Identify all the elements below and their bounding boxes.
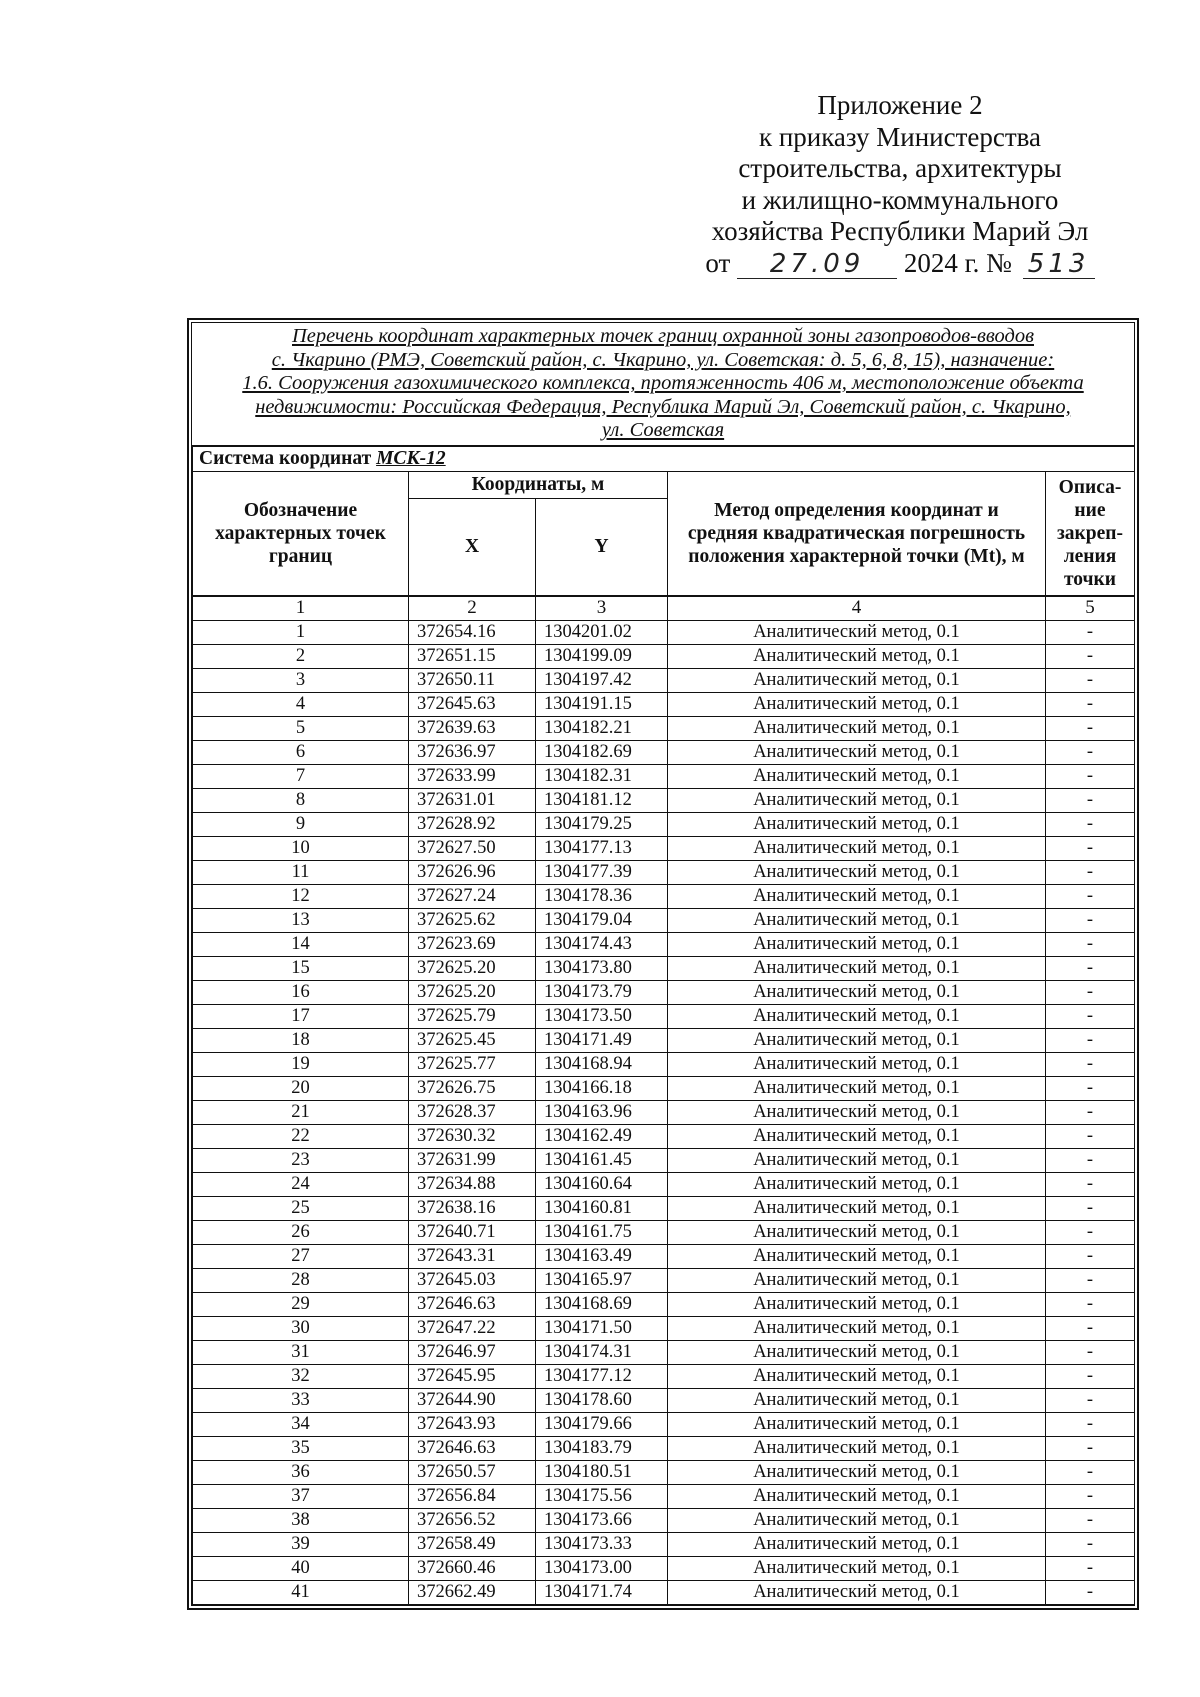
table-row [193,1364,1135,1388]
table-row [193,692,1135,716]
method-cell: Аналитический метод, 0.1 [668,668,1046,692]
table-body [193,620,1135,1604]
method-cell: Аналитический метод, 0.1 [668,1124,1046,1148]
method-cell: Аналитический метод, 0.1 [668,1100,1046,1124]
col-number: 2 [409,596,536,621]
x-cell: 372650.57 [409,1460,536,1484]
y-cell: 1304171.74 [536,1580,668,1604]
method-cell: Аналитический метод, 0.1 [668,812,1046,836]
y-cell: 1304178.36 [536,884,668,908]
y-cell: 1304178.60 [536,1388,668,1412]
title-line: недвижимости: Российская Федерация, Республика Марий Эл, Советский район, с. Чкарино, [255,395,1071,418]
point-number-cell: 11 [193,860,409,884]
table-row [193,860,1135,884]
point-number-cell: 2 [193,644,409,668]
title-line: с. Чкарино (РМЭ, Советский район, с. Чкарино, ул. Советская: д. 5, 6, 8, 15), назначение: [271,348,1055,371]
table-row [193,740,1135,764]
y-cell: 1304177.12 [536,1364,668,1388]
y-cell: 1304177.13 [536,836,668,860]
point-number-cell: 21 [193,1100,409,1124]
desc-cell: - [1046,1220,1135,1244]
point-number-cell: 15 [193,956,409,980]
y-cell: 1304168.69 [536,1292,668,1316]
table-row [193,1004,1135,1028]
col-number: 3 [536,596,668,621]
y-cell: 1304197.42 [536,668,668,692]
table-row [193,1244,1135,1268]
desc-cell: - [1046,1052,1135,1076]
y-cell: 1304161.45 [536,1148,668,1172]
table-row [193,908,1135,932]
x-cell: 372631.99 [409,1148,536,1172]
col-number: 5 [1046,596,1135,621]
x-cell: 372628.92 [409,812,536,836]
method-cell: Аналитический метод, 0.1 [668,1292,1046,1316]
table-row [193,668,1135,692]
desc-cell: - [1046,1532,1135,1556]
point-number-cell: 38 [193,1508,409,1532]
table-row [193,1220,1135,1244]
x-cell: 372634.88 [409,1172,536,1196]
desc-cell: - [1046,1124,1135,1148]
table-row [193,884,1135,908]
x-cell: 372626.96 [409,860,536,884]
table-row [193,932,1135,956]
point-number-cell: 28 [193,1268,409,1292]
date-prefix: от [705,247,731,278]
point-number-cell: 14 [193,932,409,956]
point-number-cell: 36 [193,1460,409,1484]
table-row [193,620,1135,644]
table-row [193,716,1135,740]
col-header-y: Y [536,498,668,596]
table-row [193,1292,1135,1316]
desc-cell: - [1046,1412,1135,1436]
desc-cell: - [1046,1364,1135,1388]
y-cell: 1304161.75 [536,1220,668,1244]
method-cell: Аналитический метод, 0.1 [668,1172,1046,1196]
table-row [193,1388,1135,1412]
desc-cell: - [1046,956,1135,980]
method-cell: Аналитический метод, 0.1 [668,1148,1046,1172]
table-row [193,1580,1135,1604]
method-cell: Аналитический метод, 0.1 [668,980,1046,1004]
col-header-x: X [409,498,536,596]
method-cell: Аналитический метод, 0.1 [668,1004,1046,1028]
point-number-cell: 4 [193,692,409,716]
desc-cell: - [1046,1148,1135,1172]
table-row [193,1556,1135,1580]
handwritten-number: 513 [1023,250,1095,279]
y-cell: 1304160.64 [536,1172,668,1196]
point-number-cell: 41 [193,1580,409,1604]
y-cell: 1304175.56 [536,1484,668,1508]
table-row [193,1100,1135,1124]
desc-cell: - [1046,1076,1135,1100]
desc-cell: - [1046,1004,1135,1028]
desc-cell: - [1046,1484,1135,1508]
desc-cell: - [1046,668,1135,692]
y-cell: 1304199.09 [536,644,668,668]
y-cell: 1304179.66 [536,1412,668,1436]
desc-cell: - [1046,1436,1135,1460]
x-cell: 372651.15 [409,644,536,668]
desc-cell: - [1046,644,1135,668]
coordinates-table [192,446,1135,1605]
method-cell: Аналитический метод, 0.1 [668,620,1046,644]
desc-cell: - [1046,1172,1135,1196]
table-row [193,1268,1135,1292]
y-cell: 1304179.25 [536,812,668,836]
y-cell: 1304191.15 [536,692,668,716]
y-cell: 1304171.49 [536,1028,668,1052]
x-cell: 372627.24 [409,884,536,908]
desc-cell: - [1046,788,1135,812]
method-cell: Аналитический метод, 0.1 [668,1556,1046,1580]
handwritten-date: 27.09 [737,250,897,279]
desc-cell: - [1046,1580,1135,1604]
order-date-line [660,248,1140,280]
table-row [193,1052,1135,1076]
method-cell: Аналитический метод, 0.1 [668,1268,1046,1292]
x-cell: 372628.37 [409,1100,536,1124]
table-row [193,1508,1135,1532]
table-row [193,1532,1135,1556]
table-row [193,788,1135,812]
ministry-line-2: и жилищно-коммунального [741,184,1059,215]
x-cell: 372643.93 [409,1412,536,1436]
y-cell: 1304163.49 [536,1244,668,1268]
col-header-coords: Координаты, м [409,471,668,498]
table-row [193,1076,1135,1100]
method-cell: Аналитический метод, 0.1 [668,1052,1046,1076]
table-row [193,836,1135,860]
desc-cell: - [1046,1388,1135,1412]
x-cell: 372658.49 [409,1532,536,1556]
y-cell: 1304168.94 [536,1052,668,1076]
x-cell: 372645.95 [409,1364,536,1388]
y-cell: 1304181.12 [536,788,668,812]
method-cell: Аналитический метод, 0.1 [668,1076,1046,1100]
x-cell: 372640.71 [409,1220,536,1244]
x-cell: 372660.46 [409,1556,536,1580]
method-cell: Аналитический метод, 0.1 [668,908,1046,932]
title-line: Перечень координат характерных точек границ охранной зоны газопроводов-вводов [292,325,1034,347]
point-number-cell: 13 [193,908,409,932]
desc-cell: - [1046,980,1135,1004]
x-cell: 372646.63 [409,1436,536,1460]
method-cell: Аналитический метод, 0.1 [668,1196,1046,1220]
table-row [193,1148,1135,1172]
point-number-cell: 6 [193,740,409,764]
x-cell: 372626.75 [409,1076,536,1100]
table-row [193,1436,1135,1460]
method-cell: Аналитический метод, 0.1 [668,1436,1046,1460]
method-cell: Аналитический метод, 0.1 [668,860,1046,884]
x-cell: 372625.62 [409,908,536,932]
table-row [193,764,1135,788]
table-row [193,956,1135,980]
y-cell: 1304182.69 [536,740,668,764]
x-cell: 372662.49 [409,1580,536,1604]
desc-cell: - [1046,1508,1135,1532]
desc-cell: - [1046,932,1135,956]
table-row [193,1316,1135,1340]
desc-cell: - [1046,620,1135,644]
point-number-cell: 30 [193,1316,409,1340]
y-cell: 1304173.33 [536,1532,668,1556]
x-cell: 372627.50 [409,836,536,860]
x-cell: 372625.20 [409,956,536,980]
x-cell: 372646.63 [409,1292,536,1316]
method-cell: Аналитический метод, 0.1 [668,788,1046,812]
y-cell: 1304182.31 [536,764,668,788]
point-number-cell: 23 [193,1148,409,1172]
method-cell: Аналитический метод, 0.1 [668,716,1046,740]
y-cell: 1304165.97 [536,1268,668,1292]
point-number-cell: 35 [193,1436,409,1460]
y-cell: 1304182.21 [536,716,668,740]
x-cell: 372656.84 [409,1484,536,1508]
table-row [193,1460,1135,1484]
method-cell: Аналитический метод, 0.1 [668,1412,1046,1436]
col-number: 1 [193,596,409,621]
point-number-cell: 31 [193,1340,409,1364]
method-cell: Аналитический метод, 0.1 [668,764,1046,788]
table-row [193,1340,1135,1364]
table-row [193,1124,1135,1148]
method-cell: Аналитический метод, 0.1 [668,956,1046,980]
ministry-line-1: строительства, архитектуры [738,153,1062,183]
x-cell: 372625.77 [409,1052,536,1076]
column-number-row [193,596,1135,621]
point-number-cell: 29 [193,1292,409,1316]
point-number-cell: 37 [193,1484,409,1508]
x-cell: 372633.99 [409,764,536,788]
table-row [193,1028,1135,1052]
y-cell: 1304201.02 [536,620,668,644]
x-cell: 372644.90 [409,1388,536,1412]
desc-cell: - [1046,908,1135,932]
method-cell: Аналитический метод, 0.1 [668,1580,1046,1604]
appendix-header [660,90,1140,279]
method-cell: Аналитический метод, 0.1 [668,644,1046,668]
y-cell: 1304162.49 [536,1124,668,1148]
point-number-cell: 12 [193,884,409,908]
point-number-cell: 10 [193,836,409,860]
y-cell: 1304173.50 [536,1004,668,1028]
y-cell: 1304173.80 [536,956,668,980]
method-cell: Аналитический метод, 0.1 [668,1316,1046,1340]
x-cell: 372656.52 [409,1508,536,1532]
col-number: 4 [668,596,1046,621]
point-number-cell: 8 [193,788,409,812]
table-row [193,1484,1135,1508]
x-cell: 372654.16 [409,620,536,644]
y-cell: 1304160.81 [536,1196,668,1220]
x-cell: 372623.69 [409,932,536,956]
x-cell: 372631.01 [409,788,536,812]
table-row [193,980,1135,1004]
method-cell: Аналитический метод, 0.1 [668,740,1046,764]
y-cell: 1304183.79 [536,1436,668,1460]
desc-cell: - [1046,1292,1135,1316]
y-cell: 1304166.18 [536,1076,668,1100]
desc-cell: - [1046,860,1135,884]
point-number-cell: 16 [193,980,409,1004]
point-number-cell: 20 [193,1076,409,1100]
coordinate-system-row [193,446,1135,471]
point-number-cell: 5 [193,716,409,740]
desc-cell: - [1046,764,1135,788]
table-row [193,644,1135,668]
col-header-desc: Описа-ние закреп-ления точки [1046,471,1135,596]
desc-cell: - [1046,1268,1135,1292]
y-cell: 1304163.96 [536,1100,668,1124]
col-header-method: Метод определения координат и средняя квадратическая погрешность положения характерной точки (Mt), м [668,471,1046,596]
point-number-cell: 33 [193,1388,409,1412]
point-number-cell: 34 [193,1412,409,1436]
desc-cell: - [1046,1196,1135,1220]
title-line: ул. Советская [601,419,725,441]
desc-cell: - [1046,836,1135,860]
desc-cell: - [1046,1340,1135,1364]
method-cell: Аналитический метод, 0.1 [668,1388,1046,1412]
coordinate-system-label: Система координат [199,447,372,469]
desc-cell: - [1046,1556,1135,1580]
method-cell: Аналитический метод, 0.1 [668,932,1046,956]
method-cell: Аналитический метод, 0.1 [668,1028,1046,1052]
order-ref-line: к приказу Министерства [758,121,1042,152]
year-number-label: 2024 г. № [903,247,1012,278]
point-number-cell: 18 [193,1028,409,1052]
point-number-cell: 26 [193,1220,409,1244]
x-cell: 372647.22 [409,1316,536,1340]
table-row [193,1172,1135,1196]
x-cell: 372650.11 [409,668,536,692]
ministry-line-3: хозяйства Республики Марий Эл [711,216,1089,246]
point-number-cell: 3 [193,668,409,692]
desc-cell: - [1046,716,1135,740]
y-cell: 1304171.50 [536,1316,668,1340]
method-cell: Аналитический метод, 0.1 [668,1460,1046,1484]
desc-cell: - [1046,1244,1135,1268]
y-cell: 1304173.00 [536,1556,668,1580]
desc-cell: - [1046,1100,1135,1124]
y-cell: 1304179.04 [536,908,668,932]
y-cell: 1304174.31 [536,1340,668,1364]
point-number-cell: 9 [193,812,409,836]
point-number-cell: 19 [193,1052,409,1076]
point-number-cell: 1 [193,620,409,644]
method-cell: Аналитический метод, 0.1 [668,692,1046,716]
y-cell: 1304173.66 [536,1508,668,1532]
desc-cell: - [1046,812,1135,836]
x-cell: 372645.63 [409,692,536,716]
x-cell: 372625.79 [409,1004,536,1028]
method-cell: Аналитический метод, 0.1 [668,1244,1046,1268]
table-row [193,1196,1135,1220]
method-cell: Аналитический метод, 0.1 [668,836,1046,860]
point-number-cell: 25 [193,1196,409,1220]
x-cell: 372630.32 [409,1124,536,1148]
desc-cell: - [1046,884,1135,908]
coordinate-system-value: МСК-12 [376,447,446,469]
y-cell: 1304174.43 [536,932,668,956]
y-cell: 1304173.79 [536,980,668,1004]
method-cell: Аналитический метод, 0.1 [668,1484,1046,1508]
point-number-cell: 17 [193,1004,409,1028]
table-row [193,1412,1135,1436]
point-number-cell: 32 [193,1364,409,1388]
x-cell: 372639.63 [409,716,536,740]
desc-cell: - [1046,740,1135,764]
coordinates-table-frame [187,318,1139,1610]
x-cell: 372625.20 [409,980,536,1004]
method-cell: Аналитический метод, 0.1 [668,1340,1046,1364]
point-number-cell: 27 [193,1244,409,1268]
y-cell: 1304180.51 [536,1460,668,1484]
desc-cell: - [1046,1316,1135,1340]
desc-cell: - [1046,1028,1135,1052]
x-cell: 372638.16 [409,1196,536,1220]
table-row [193,812,1135,836]
point-number-cell: 39 [193,1532,409,1556]
x-cell: 372646.97 [409,1340,536,1364]
method-cell: Аналитический метод, 0.1 [668,1220,1046,1244]
col-header-points: Обозначение характерных точек границ [193,471,409,596]
table-title [192,323,1134,446]
x-cell: 372643.31 [409,1244,536,1268]
point-number-cell: 40 [193,1556,409,1580]
point-number-cell: 7 [193,764,409,788]
x-cell: 372636.97 [409,740,536,764]
x-cell: 372645.03 [409,1268,536,1292]
method-cell: Аналитический метод, 0.1 [668,1364,1046,1388]
method-cell: Аналитический метод, 0.1 [668,1532,1046,1556]
x-cell: 372625.45 [409,1028,536,1052]
method-cell: Аналитический метод, 0.1 [668,1508,1046,1532]
point-number-cell: 24 [193,1172,409,1196]
point-number-cell: 22 [193,1124,409,1148]
y-cell: 1304177.39 [536,860,668,884]
desc-cell: - [1046,692,1135,716]
method-cell: Аналитический метод, 0.1 [668,884,1046,908]
desc-cell: - [1046,1460,1135,1484]
title-line: 1.6. Сооружения газохимического комплекса, протяженность 406 м, местоположение объекта [242,372,1084,394]
appendix-number: Приложение 2 [817,90,983,120]
